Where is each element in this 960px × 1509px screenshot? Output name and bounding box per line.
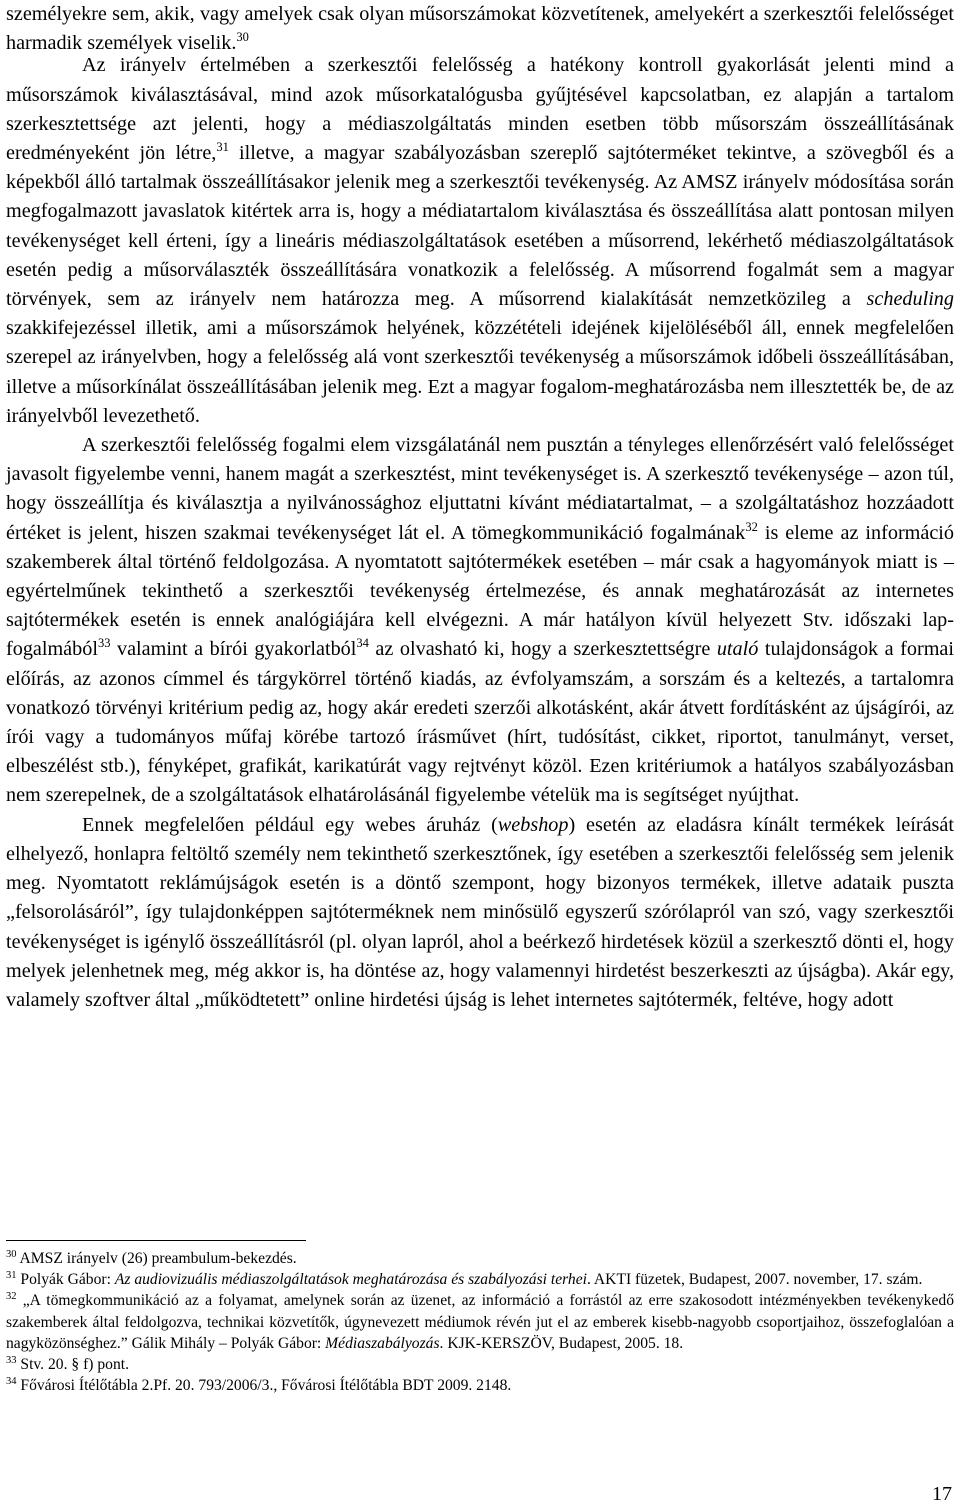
paragraph-webshop-example: Ennek megfelelően például egy webes áruház (webshop) esetén az eladásra kínált termékek leírását elhelyező, honlapra feltöltő személy nem tekinthető szerkesztőnek, így esetében a szerkesztői felelősség sem jelenik meg. Nyomtatott reklámújságok esetén is a döntő szempont, hogy bizonyos termékek, illetve adataik puszta „felsorolásáról”, így tulajdonképpen sajtóterméknek nem minősülő egyszerű szórólapról van szó, vagy szerkesztői tevékenységet is igénylő összeállításról (pl. olyan lapról, ahol a beérkező hirdetések közül a szerkesztő dönti el, hogy melyek jelenhetnek meg, még akkor is, ha döntése az, hogy valamennyi hirdetést beszerkeszti az újságba). Akár egy, valamely szoftver által „működtetett” online hirdetési újság is lehet internetes sajtótermék, feltéve, hogy adott [6,813,954,1011]
footnote-separator [6,1240,306,1241]
document-page [6,0,954,1015]
italic-term-scheduling: scheduling [866,288,954,311]
paragraph-editorial-responsibility: Az irányelv értelmében a szerkesztői felelősség a hatékony kontroll gyakorlását jelenti mind a műsorszámok kiválasztásával, mind azok műsorkatalógusba gyűjtésével kapcsolatban, ez alapján a tartalom szerkesztettsége azt jelenti, hogy a médiaszolgáltatás minden esetben több műsorszám összeállításának eredményeként jön létre,$^{31}$ illetve, a magyar szabályozásban szereplő sajtóterméket tekintve, a szövegből és a képekből álló tartalmak összeállításakor jelenik meg a szerkesztői tevékenység. Az AMSZ irányelv módosítása során megfogalmazott javaslatok kitértek arra is, hogy a médiatartalom kiválasztása és összeállítása alatt pontosan milyen tevékenységet kell érteni, így a lineáris médiaszolgáltatások esetében a műsorrend, lekérhető médiaszolgáltatások esetén pedig a műsorválaszték összeállítására vonatkozik a felelősség. A műsorrend fogalmát sem a magyar törvények, sem az irányelv nem határozza meg. A műsorrend kialakítását nemzetközileg a scheduling szakkifejezéssel illetik, ami a műsorszámok helyének, közzétételi idejének kijelöléséből áll, ennek megfelelően szerepel az irányelvben, hogy a felelősség alá vont szerkesztői tevékenység a műsorszámok időbeli összeállításában, illetve a műsorkínálat összeállításában jelenik meg. Ezt a magyar fogalom-meghatározásba nem illesztették be, de az irányelvből levezethető. [6,54,954,427]
italic-term-utalo: utaló [716,638,759,661]
footnote-ref-30[interactable]: 30 [236,30,249,45]
paragraph-editing-activity: A szerkesztői felelősség fogalmi elem vizsgálatánál nem pusztán a tényleges ellenőrzésért való felelősséget javasolt figyelembe venni, hanem magát a szerkesztést, mint tevékenységet is. A szerkesztő tevékenysége – azon túl, hogy összeállítja és kiválasztja a nyilvánossághoz eljuttatni kívánt médiatartalmat, – a szolgáltatáshoz hozzáadott értéket is jelent, hiszen szakmai tevékenységet lát el. A tömegkommunikáció fogalmának$^{32}$ is eleme az információ szakemberek által történő feldolgozása. A nyomtatott sajtótermékek esetében – már csak a hagyományok miatt is – egyértelműnek tekinthető a szerkesztői tevékenység értelmezése, és annak meghatározását az internetes sajtótermékek esetén is ennek analógiájára kell elvégezni. A már hatályon kívül helyezett Stv. időszaki lap-fogalmából$^{33}$ valamint a bírói gyakorlatból$^{34}$ az olvasható ki, hogy a szerkesztettségre utaló tulajdonságok a formai előírás, az azonos címmel és tárgykörrel történő kiadás, az évfolyamszám, a sorszám és a keltezés, a tartalomra vonatkozó törvényi kritérium pedig az, hogy akár eredeti szerzői alkotásként, akár átvett fordításként az újságírói, az írói vagy a tudományos műfaj körébe tartozó írásművet (hírt, tudósítást, cikket, riportot, tanulmányt, verset, elbeszélést stb.), fényképet, grafikát, karikatúrát vagy rejtvényt közöl. Ezen kritériumok a hatályos szabályozásban nem szerepelnek, de a szolgáltatások elhatárolásánál figyelembe vételük ma is segítséget nyújthat. [6,434,954,807]
footnote-32: $^{32}$ „A tömegkommunikáció az a folyamat, amelynek során az üzenet, az információ a forrástól az erre szakosodott intézményekben tevékenykedő szakemberek által feldolgozva, technikai közvetítők, úgynevezett médiumok révén jut el az emberek kisebb-nagyobb csoportjaihoz, összefoglalóan a nagyközönséghez.” Gálik Mihály – Polyák Gábor: Médiaszabályozás. KJK-KERSZÖV, Budapest, 2005. 18. [6,1291,954,1352]
footnotes [6,1248,954,1396]
footnote-34: $^{34}$ Fővárosi Ítélőtábla 2.Pf. 20. 793/2006/3., Fővárosi Ítélőtábla BDT 2009. 2148. [6,1376,512,1395]
italic-term-webshop: webshop [497,813,569,836]
footnote-ref-31[interactable]: 31 [216,140,229,155]
footnote-ref-34[interactable]: 34 [356,636,369,651]
footnote-ref-33[interactable]: 33 [97,636,111,651]
page-number: 17 [932,1483,952,1505]
footnote-30: $^{30}$ AMSZ irányelv (26) preambulum-bekezdés. [6,1249,297,1267]
footnote-31: $^{31}$ Polyák Gábor: Az audiovizuális médiaszolgáltatások meghatározása és szabályozási terhei. AKTI füzetek, Budapest, 2007. november, 17. szám. [6,1270,923,1289]
footnote-33: $^{33}$ Stv. 20. § f) pont. [6,1355,129,1374]
paragraph-continued: személyekre sem, akik, vagy amelyek csak olyan műsorszámokat közvetítenek, amelyekért a szerkesztői felelősséget harmadik személyek viselik.$^{30}$ [6,3,954,55]
footnote-ref-32[interactable]: 32 [745,519,758,534]
